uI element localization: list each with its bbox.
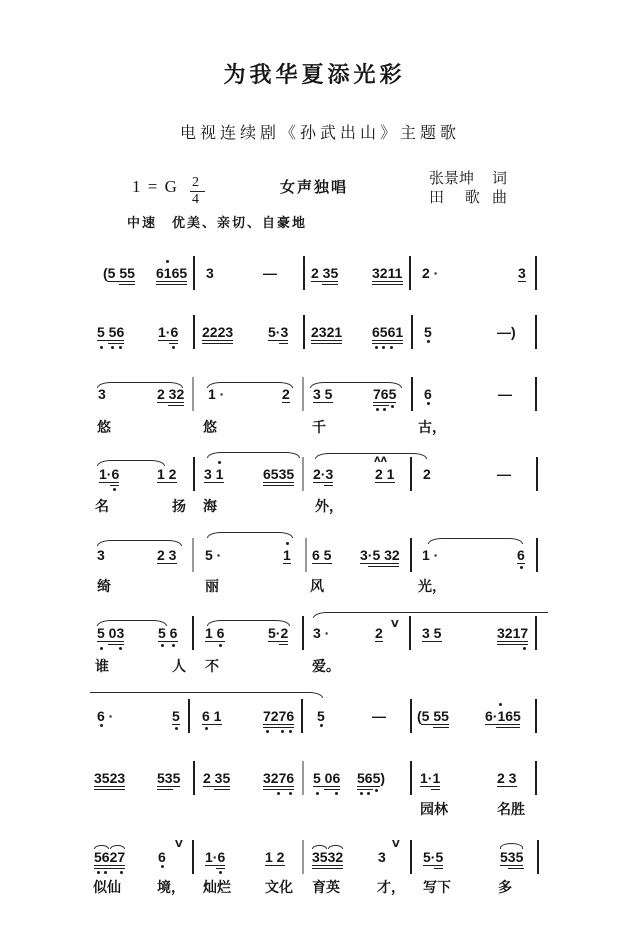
octave-dot-high <box>499 703 502 706</box>
note-group: —) <box>497 324 516 340</box>
note-group: 1·6 <box>205 849 226 865</box>
note-group: 3523 <box>94 770 126 786</box>
note-group: 535 <box>500 849 524 865</box>
beam-line <box>434 868 443 869</box>
slur <box>90 692 323 698</box>
note-group: 6 <box>424 386 432 402</box>
note-group: 2 1 <box>375 466 395 482</box>
key-signature: 1 = G <box>132 177 177 196</box>
lyric: 才， <box>377 880 405 896</box>
beam-line <box>263 482 294 483</box>
beam-line <box>263 786 294 787</box>
beam-line <box>508 868 524 869</box>
note-group: 5·3 <box>268 324 289 340</box>
beam-line <box>431 789 440 790</box>
octave-dot-low <box>119 647 122 650</box>
barline <box>536 457 538 491</box>
beam-line <box>110 485 119 486</box>
lyric: 谁 <box>95 659 109 675</box>
note-group: 3217 <box>497 625 529 641</box>
note-group: 1 6 <box>205 625 225 641</box>
song-title: 为我华夏添光彩 <box>223 63 406 88</box>
note-group: 5 · <box>205 547 222 563</box>
note-group: 2223 <box>202 324 234 340</box>
lyricist-name: 张景坤 <box>429 169 475 187</box>
lyric: 扬 <box>172 499 186 515</box>
barline <box>305 538 307 572</box>
octave-dot-low <box>161 865 164 868</box>
note-group: 5 <box>424 324 432 340</box>
beam-line <box>108 343 124 344</box>
note-group: 565) <box>357 770 386 786</box>
octave-dot-low <box>289 792 292 795</box>
note-group: 6535 <box>263 466 295 482</box>
barline <box>535 256 537 290</box>
note-group: — <box>498 386 512 402</box>
note-group: 5 06 <box>313 770 341 786</box>
octave-dot-low <box>391 405 394 408</box>
note-group: 2 3 <box>497 770 517 786</box>
note-group: 5 56 <box>97 324 125 340</box>
note-group: 6 <box>517 547 525 563</box>
octave-dot-low <box>376 408 379 411</box>
beam-line <box>372 284 403 285</box>
tempo-speed: 中速 <box>127 216 158 231</box>
barline <box>410 538 412 572</box>
note-group: 5·2 <box>268 625 289 641</box>
note-group: 7276 <box>263 708 295 724</box>
beam-line <box>157 563 177 564</box>
beam-line <box>172 724 180 725</box>
beam-line <box>268 641 288 642</box>
note-group: 5 <box>172 708 180 724</box>
lyric: 人 <box>172 659 186 675</box>
barline <box>193 256 195 290</box>
beam-line <box>156 284 187 285</box>
octave-dot-low <box>427 402 430 405</box>
note-group: 3 5 <box>313 386 333 402</box>
octave-dot-low <box>266 730 269 733</box>
beam-line <box>312 865 343 866</box>
barline <box>193 761 195 795</box>
barline <box>409 256 411 290</box>
beam-line <box>368 566 399 567</box>
breath-mark-icon: V <box>392 839 400 850</box>
lyric: 悠 <box>203 420 217 436</box>
beam-line <box>156 281 187 282</box>
note-group: 535 <box>157 770 181 786</box>
beam-line <box>497 641 528 642</box>
octave-dot-low <box>175 727 178 730</box>
barline <box>410 699 412 733</box>
beam-line <box>372 281 403 282</box>
beam-line <box>204 482 224 483</box>
beam-line <box>107 281 135 282</box>
barline <box>535 761 537 795</box>
octave-dot-low <box>100 724 103 727</box>
note-group: (5 55 <box>103 265 135 281</box>
barline <box>410 457 412 491</box>
note-group: 6 5 <box>312 547 332 563</box>
note-group: 6561 <box>372 324 404 340</box>
note-group: 1 2 <box>157 466 177 482</box>
octave-dot-low <box>382 346 385 349</box>
beam-line <box>360 563 399 564</box>
lyricist-role: 词 <box>492 169 508 187</box>
octave-dot-low <box>383 408 386 411</box>
slur <box>97 540 182 546</box>
barline <box>535 699 537 733</box>
octave-dot-low <box>289 730 292 733</box>
time-signature-bottom: 4 <box>192 192 199 207</box>
note-group: 1·1 <box>420 770 441 786</box>
note-group: 2 · <box>422 265 439 281</box>
note-group: 3 <box>97 547 105 563</box>
beam-line <box>265 865 285 866</box>
slur <box>207 532 293 538</box>
lyric: 园林 <box>420 802 448 818</box>
note-group: 1 2 <box>265 849 285 865</box>
barline <box>409 616 411 650</box>
octave-dot-low <box>277 792 280 795</box>
note-group: 3532 <box>312 849 344 865</box>
lyric: 境， <box>157 880 185 896</box>
octave-dot-low <box>219 871 222 874</box>
barline <box>411 377 413 411</box>
beam-line <box>313 402 333 403</box>
lyric: 育英 <box>312 880 340 896</box>
lyric: 名 <box>95 499 109 515</box>
octave-dot-low <box>205 727 208 730</box>
beam-line <box>324 485 333 486</box>
octave-dot-low <box>316 792 319 795</box>
beam-line <box>313 482 333 483</box>
note-group: 765 <box>373 386 397 402</box>
barline <box>302 840 304 874</box>
breath-mark-icon: V <box>175 839 183 850</box>
slur <box>207 452 300 458</box>
beam-line <box>203 786 230 787</box>
lyric: 古， <box>418 420 446 436</box>
beam-line <box>372 343 403 344</box>
note-group: 3·5 32 <box>360 547 400 563</box>
beam-line <box>279 343 288 344</box>
octave-dot-low <box>161 644 164 647</box>
beam-line <box>517 563 525 564</box>
barline <box>192 377 194 411</box>
octave-dot-low <box>219 644 222 647</box>
composer-role: 曲 <box>492 188 508 206</box>
note-group: 5627 <box>94 849 126 865</box>
note-group: 3 1 <box>204 466 224 482</box>
note-group: 1·6 <box>158 324 179 340</box>
octave-dot-low <box>119 346 122 349</box>
octave-dot-low <box>335 792 338 795</box>
breath-mark-icon: V <box>391 619 399 630</box>
octave-dot-low <box>172 346 175 349</box>
barline <box>193 457 195 491</box>
beam-line <box>263 789 294 790</box>
octave-dot-low <box>281 730 284 733</box>
barline <box>410 761 412 795</box>
note-group: 2 32 <box>157 386 185 402</box>
octave-dot-low <box>100 346 103 349</box>
beam-line <box>268 340 288 341</box>
beam-line <box>324 789 340 790</box>
mordent-icon: ʌʌ <box>374 454 388 465</box>
beam-line <box>263 724 294 725</box>
lyric: 悠 <box>97 420 111 436</box>
beam-line <box>373 405 389 406</box>
note-group: 3276 <box>263 770 295 786</box>
barline <box>301 699 303 733</box>
note-group: 2·3 <box>313 466 334 482</box>
barline <box>535 315 537 349</box>
barline <box>535 616 537 650</box>
lyric: 写下 <box>423 880 451 896</box>
note-group: 6 1 <box>202 708 222 724</box>
lyric: 似仙 <box>93 880 121 896</box>
note-group: 3 <box>518 265 526 281</box>
note-group: 5 <box>317 708 325 724</box>
note-group: 6 <box>158 849 166 865</box>
beam-line <box>282 402 290 403</box>
beam-line <box>420 786 440 787</box>
beam-line <box>157 402 184 403</box>
note-group: 3 <box>378 849 386 865</box>
octave-dot-low <box>100 647 103 650</box>
beam-line <box>375 482 395 483</box>
note-group: 2 <box>282 386 290 402</box>
octave-dot-low <box>427 340 430 343</box>
beam-line <box>497 786 517 787</box>
barline <box>192 616 194 650</box>
beam-line <box>500 865 523 866</box>
beam-line <box>94 786 125 787</box>
beam-line <box>202 724 222 725</box>
composer-name: 田 歌 <box>429 188 480 206</box>
octave-dot-low <box>320 724 323 727</box>
octave-dot-high <box>218 461 221 464</box>
beam-line <box>157 786 180 787</box>
beam-line <box>97 641 124 642</box>
beam-line <box>518 281 526 282</box>
beam-line <box>202 340 233 341</box>
octave-dot-low <box>360 792 363 795</box>
beam-line <box>216 868 225 869</box>
time-signature-top: 2 <box>192 175 199 190</box>
octave-dot-low <box>104 871 107 874</box>
tempo-expression: 优美、亲切、自豪地 <box>172 216 308 231</box>
note-group: 5·5 <box>423 849 444 865</box>
barline <box>535 377 537 411</box>
note-group: 1 <box>283 547 291 563</box>
beam-line <box>158 340 178 341</box>
barline <box>411 315 413 349</box>
beam-line <box>322 284 338 285</box>
beam-line <box>205 641 225 642</box>
beam-line <box>311 343 342 344</box>
barline <box>302 761 304 795</box>
barline <box>303 315 305 349</box>
beam-line <box>357 786 380 787</box>
note-group: — <box>372 708 386 724</box>
beam-line <box>312 868 343 869</box>
beam-line <box>94 789 125 790</box>
note-group: 6·165 <box>485 708 521 724</box>
note-group: 3211 <box>372 265 403 281</box>
beam-line <box>263 485 294 486</box>
note-group: 3 5 <box>422 625 442 641</box>
octave-dot-low <box>172 644 175 647</box>
barline <box>302 616 304 650</box>
barline <box>302 457 304 491</box>
note-group: 6 · <box>97 708 114 724</box>
beam-line <box>94 865 125 866</box>
octave-dot-low <box>375 346 378 349</box>
beam-line <box>108 644 124 645</box>
lyric: 绮 <box>97 579 111 595</box>
beam-line <box>497 644 528 645</box>
note-group: (5 55 <box>417 708 449 724</box>
note-group: 2 35 <box>203 770 231 786</box>
beam-line <box>214 789 230 790</box>
beam-line <box>158 641 178 642</box>
note-group: 2 35 <box>311 265 339 281</box>
lyric: 海 <box>203 499 217 515</box>
barline <box>410 840 412 874</box>
barline <box>192 538 194 572</box>
beam-line <box>433 727 449 728</box>
note-group: 2 3 <box>157 547 177 563</box>
barline <box>303 256 305 290</box>
barline <box>302 377 304 411</box>
octave-dot-low <box>520 566 523 569</box>
beam-line <box>372 340 403 341</box>
note-group: — <box>263 265 277 281</box>
lyric: 文化 <box>265 880 293 896</box>
barline <box>537 840 539 874</box>
lyric: 灿烂 <box>203 880 231 896</box>
lyric: 多 <box>498 880 512 896</box>
beam-line <box>375 641 383 642</box>
beam-line <box>168 405 184 406</box>
note-group: 1 · <box>208 386 225 402</box>
note-group: 2 <box>423 466 431 482</box>
note-group: 6165 <box>156 265 188 281</box>
octave-dot-high <box>286 542 289 545</box>
beam-line <box>496 727 520 728</box>
beam-line <box>357 789 373 790</box>
slur <box>313 612 548 618</box>
barline <box>188 699 190 733</box>
beam-line <box>421 724 449 725</box>
beam-line <box>263 727 294 728</box>
lyric: 不 <box>205 659 219 675</box>
lyric: 风 <box>310 579 324 595</box>
beam-line <box>94 868 125 869</box>
beam-line <box>311 340 342 341</box>
barline <box>536 538 538 572</box>
lyric: 外， <box>315 499 343 515</box>
beam-line <box>202 343 233 344</box>
octave-dot-low <box>523 647 526 650</box>
beam-line <box>99 482 119 483</box>
beam-line <box>373 402 396 403</box>
beam-line <box>157 789 173 790</box>
octave-dot-low <box>111 346 114 349</box>
note-group: 1 · <box>422 547 439 563</box>
note-group: 3 · <box>313 625 330 641</box>
lyric: 丽 <box>205 579 219 595</box>
beam-line <box>119 284 135 285</box>
slur <box>428 538 523 544</box>
octave-dot-low <box>97 871 100 874</box>
beam-line <box>313 786 340 787</box>
octave-dot-low <box>120 871 123 874</box>
beam-line <box>423 865 443 866</box>
note-group: 1·6 <box>99 466 120 482</box>
performance-type: 女声独唱 <box>280 178 349 196</box>
beam-line <box>169 343 178 344</box>
beam-line <box>283 563 291 564</box>
beam-line <box>422 641 442 642</box>
barline <box>192 840 194 874</box>
octave-dot-low <box>390 346 393 349</box>
lyric: 爱。 <box>312 659 340 675</box>
beam-line <box>312 563 332 564</box>
octave-dot-high <box>166 260 169 263</box>
barline <box>193 315 195 349</box>
lyric: 光， <box>418 579 446 595</box>
beam-line <box>485 724 520 725</box>
note-group: — <box>497 466 511 482</box>
note-group: 2 <box>375 625 383 641</box>
beam-line <box>279 644 288 645</box>
note-group: 5 03 <box>97 625 125 641</box>
beam-line <box>97 340 124 341</box>
note-group: 3 <box>206 265 214 281</box>
octave-dot-low <box>113 488 116 491</box>
note-group: 5 6 <box>158 625 178 641</box>
note-group: 2321 <box>311 324 343 340</box>
beam-line <box>311 281 338 282</box>
beam-line <box>157 482 177 483</box>
lyric: 千 <box>312 420 326 436</box>
beam-line <box>205 865 225 866</box>
lyric: 名胜 <box>497 802 525 818</box>
octave-dot-low <box>375 789 378 792</box>
note-group: 3 <box>98 386 106 402</box>
song-subtitle: 电视连续剧《孙武出山》主题歌 <box>179 123 460 142</box>
octave-dot-low <box>367 792 370 795</box>
